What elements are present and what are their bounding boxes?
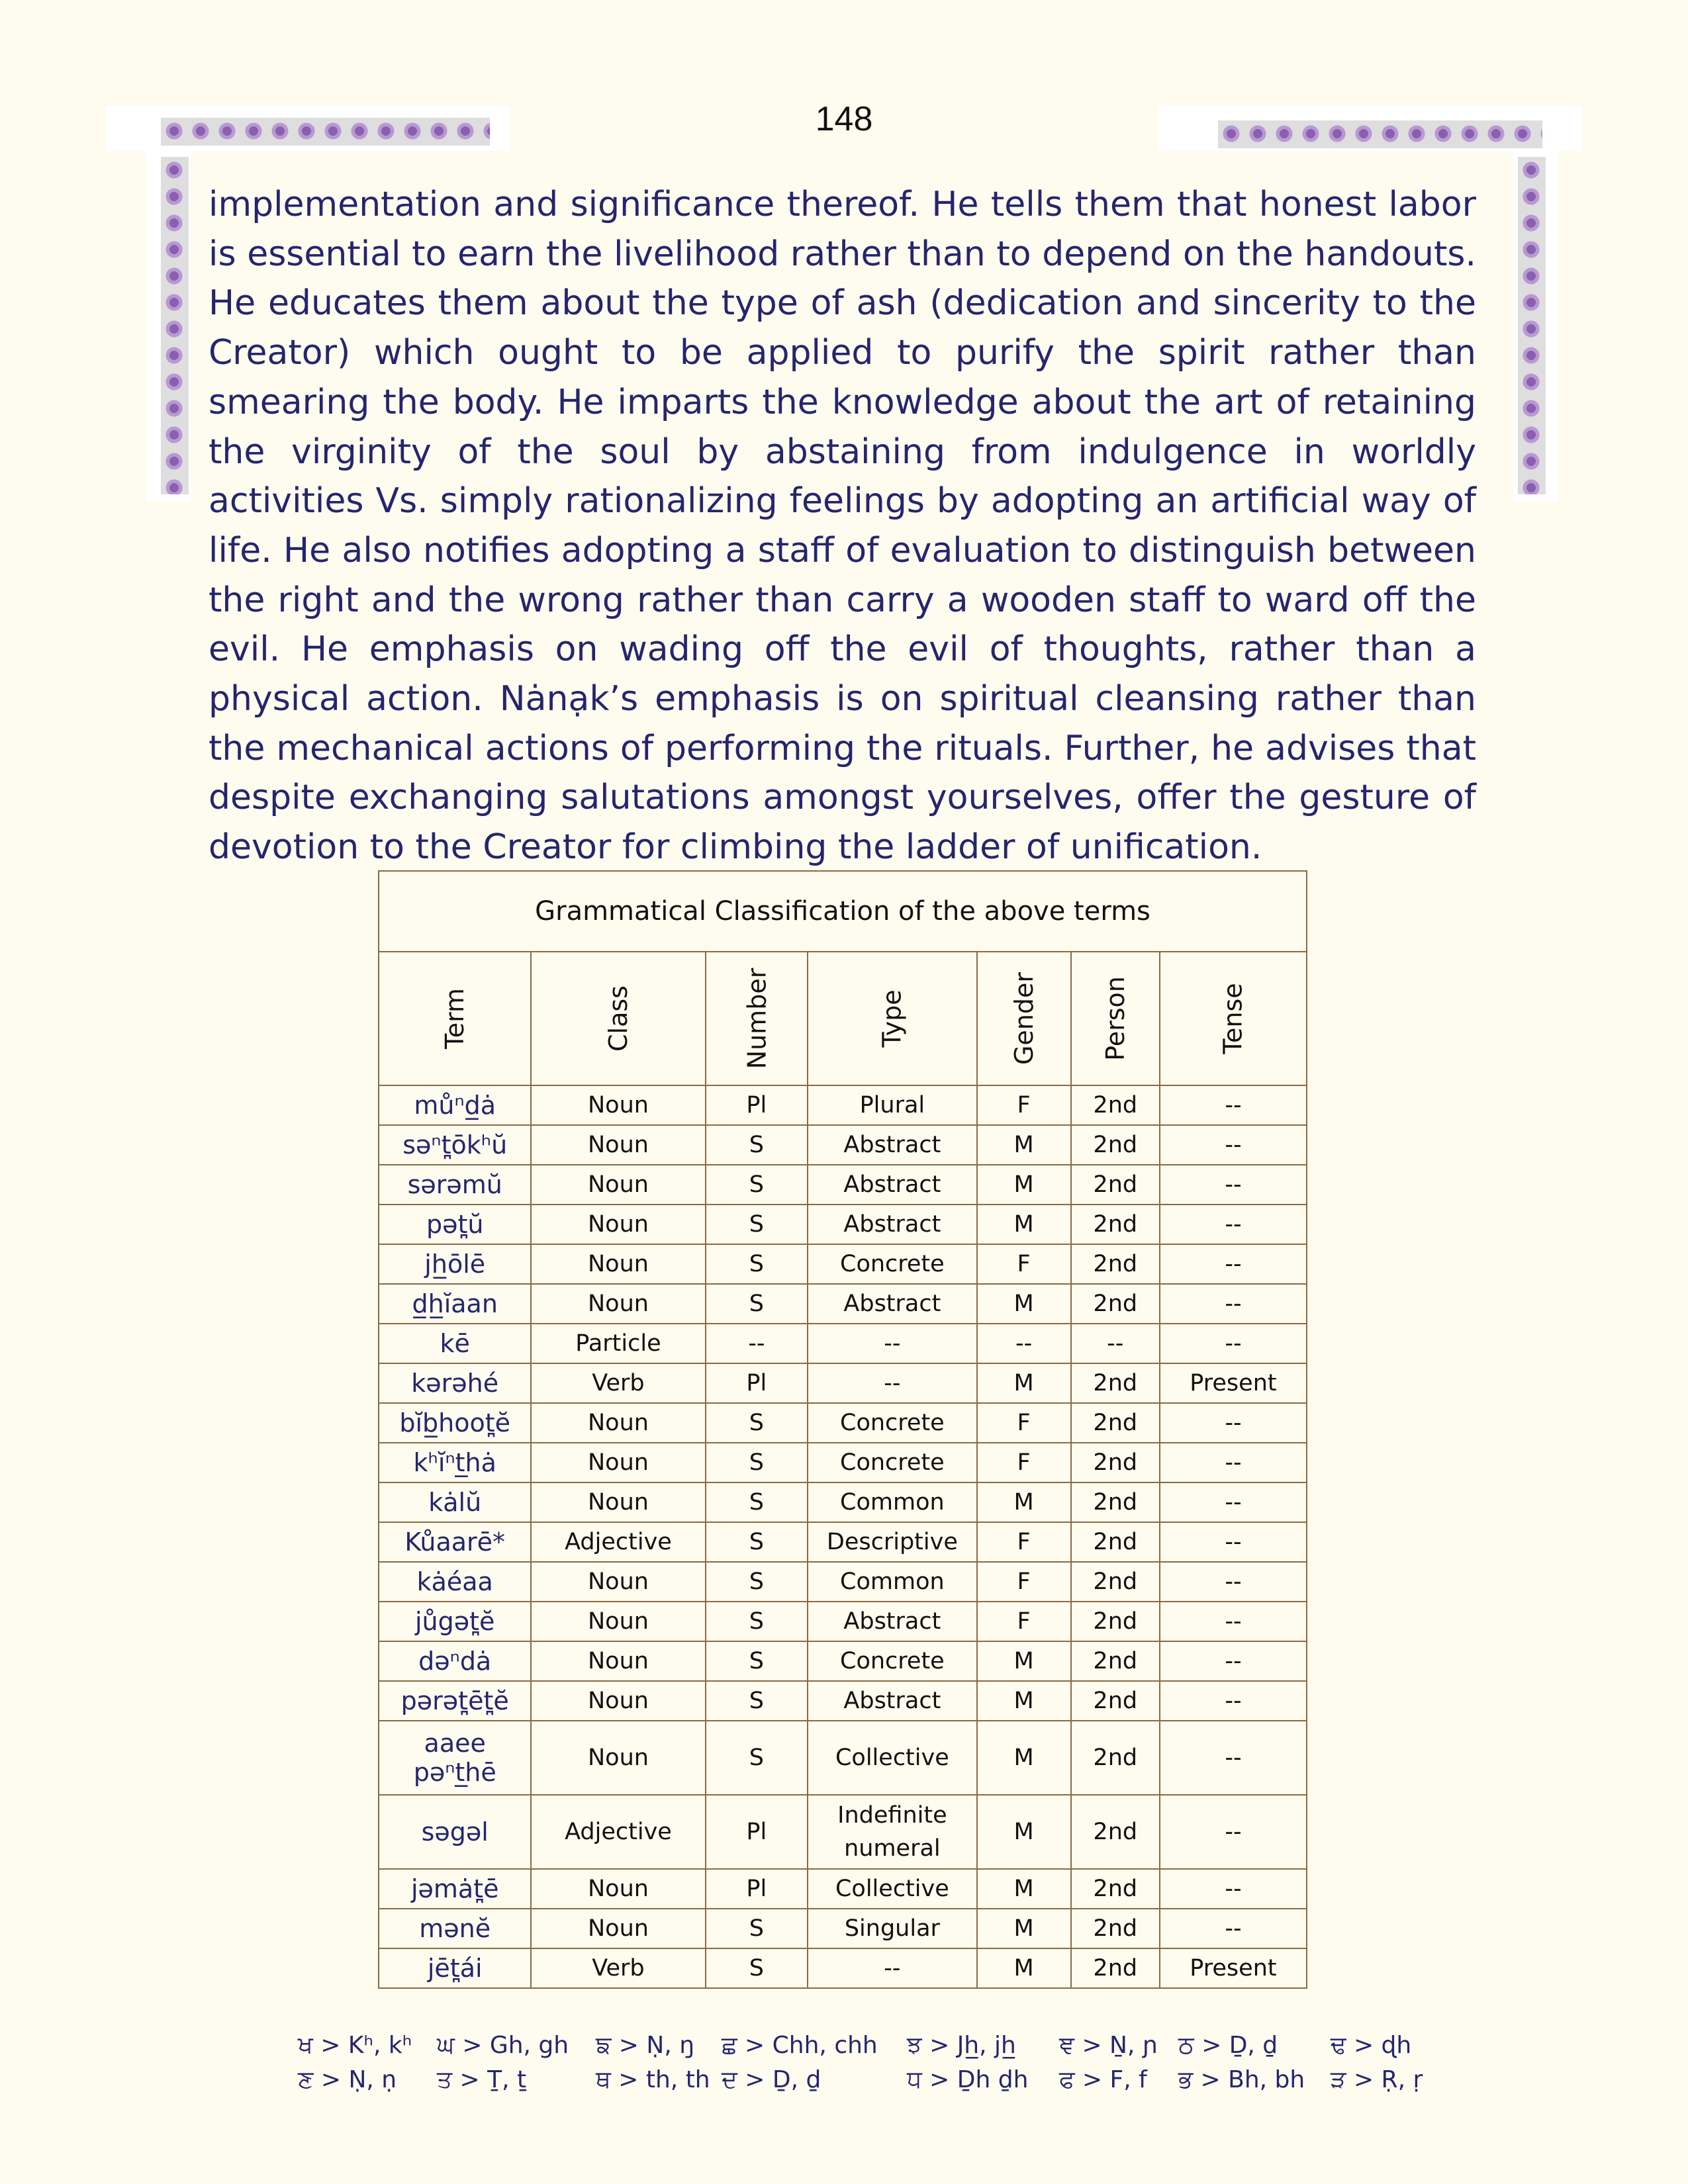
cell-person: 2nd xyxy=(1071,1482,1160,1522)
cell-gender: M xyxy=(977,1205,1071,1244)
column-header-gender: Gender xyxy=(977,952,1071,1085)
table-row xyxy=(379,1602,1307,1641)
column-header-term: Term xyxy=(379,952,531,1085)
table-row xyxy=(379,1284,1307,1324)
cell-gender: M xyxy=(977,1165,1071,1205)
cell-class: Noun xyxy=(531,1085,705,1125)
cell-gender: F xyxy=(977,1522,1071,1562)
cell-person: 2nd xyxy=(1071,1085,1160,1125)
cell-type: Abstract xyxy=(808,1284,976,1324)
cell-term: səgəl xyxy=(379,1795,531,1869)
cell-number: S xyxy=(706,1244,808,1284)
cell-class: Noun xyxy=(531,1562,705,1602)
legend-item: ਦ > Ḏ, ḏ xyxy=(722,2066,821,2093)
cell-gender: M xyxy=(977,1363,1071,1403)
cell-gender: M xyxy=(977,1482,1071,1522)
table-header-row xyxy=(379,952,1307,1085)
cell-tense: -- xyxy=(1160,1909,1307,1948)
cell-person: 2nd xyxy=(1071,1443,1160,1482)
cell-number: S xyxy=(706,1948,808,1988)
cell-type: Abstract xyxy=(808,1681,976,1721)
cell-number: Pl xyxy=(706,1795,808,1869)
cell-tense: Present xyxy=(1160,1948,1307,1988)
table-row xyxy=(379,1244,1307,1284)
cell-person: 2nd xyxy=(1071,1403,1160,1443)
cell-number: S xyxy=(706,1909,808,1948)
cell-term: mənĕ xyxy=(379,1909,531,1948)
cell-term: kē xyxy=(379,1324,531,1363)
cell-term: jēt̪ái xyxy=(379,1948,531,1988)
cell-number: S xyxy=(706,1522,808,1562)
cell-gender: F xyxy=(977,1403,1071,1443)
cell-gender: F xyxy=(977,1562,1071,1602)
table-row xyxy=(379,1482,1307,1522)
cell-number: S xyxy=(706,1721,808,1795)
cell-number: S xyxy=(706,1165,808,1205)
cell-gender: M xyxy=(977,1284,1071,1324)
cell-class: Noun xyxy=(531,1641,705,1681)
table-row xyxy=(379,1909,1307,1948)
cell-person: 2nd xyxy=(1071,1562,1160,1602)
cell-person: 2nd xyxy=(1071,1795,1160,1869)
cell-type: Concrete xyxy=(808,1443,976,1482)
cell-person: 2nd xyxy=(1071,1602,1160,1641)
table-row xyxy=(379,1721,1307,1795)
cell-class: Noun xyxy=(531,1125,705,1165)
column-header-class: Class xyxy=(531,952,705,1085)
cell-class: Noun xyxy=(531,1284,705,1324)
cell-class: Noun xyxy=(531,1909,705,1948)
cell-gender: M xyxy=(977,1681,1071,1721)
cell-number: S xyxy=(706,1284,808,1324)
cell-gender: M xyxy=(977,1721,1071,1795)
cell-class: Noun xyxy=(531,1443,705,1482)
cell-type: Abstract xyxy=(808,1602,976,1641)
cell-number: S xyxy=(706,1562,808,1602)
cell-tense: -- xyxy=(1160,1443,1307,1482)
column-header-tense: Tense xyxy=(1160,952,1307,1085)
cell-gender: M xyxy=(977,1795,1071,1869)
cell-type: Concrete xyxy=(808,1244,976,1284)
cell-number: Pl xyxy=(706,1085,808,1125)
cell-term: pət̪ŭ xyxy=(379,1205,531,1244)
legend-item: ਙ > Ṇ, ŋ xyxy=(596,2032,695,2059)
table-row xyxy=(379,1522,1307,1562)
cell-type: Singular xyxy=(808,1909,976,1948)
cell-term: bĭb̲hoot̪ĕ xyxy=(379,1403,531,1443)
cell-person: 2nd xyxy=(1071,1869,1160,1909)
cell-number: S xyxy=(706,1443,808,1482)
cell-type: Collective xyxy=(808,1869,976,1909)
cell-person: 2nd xyxy=(1071,1244,1160,1284)
column-header-person: Person xyxy=(1071,952,1160,1085)
transliteration-legend xyxy=(298,2032,1489,2111)
cell-tense: -- xyxy=(1160,1795,1307,1869)
cell-tense: -- xyxy=(1160,1284,1307,1324)
cell-class: Noun xyxy=(531,1403,705,1443)
cell-tense: -- xyxy=(1160,1403,1307,1443)
cell-class: Noun xyxy=(531,1721,705,1795)
cell-tense: -- xyxy=(1160,1721,1307,1795)
cell-term: sərəmŭ xyxy=(379,1165,531,1205)
cell-tense: -- xyxy=(1160,1562,1307,1602)
cell-number: Pl xyxy=(706,1869,808,1909)
cell-number: S xyxy=(706,1125,808,1165)
legend-item: ਝ > Jh̲, jh̲ xyxy=(907,2032,1016,2059)
cell-type: Concrete xyxy=(808,1641,976,1681)
cell-number: S xyxy=(706,1602,808,1641)
cell-person: 2nd xyxy=(1071,1681,1160,1721)
cell-gender: F xyxy=(977,1085,1071,1125)
legend-item: ਫ > F, f xyxy=(1059,2066,1147,2093)
cell-term: jůgət̪ĕ xyxy=(379,1602,531,1641)
legend-item: ਧ > Ḏh ḏh xyxy=(907,2066,1029,2093)
cell-gender: F xyxy=(977,1244,1071,1284)
cell-class: Particle xyxy=(531,1324,705,1363)
border-ornament-left xyxy=(161,157,189,494)
cell-type: Abstract xyxy=(808,1205,976,1244)
table-row xyxy=(379,1125,1307,1165)
cell-person: 2nd xyxy=(1071,1363,1160,1403)
cell-tense: Present xyxy=(1160,1363,1307,1403)
cell-tense: -- xyxy=(1160,1869,1307,1909)
cell-term: səⁿt̪ōkʰŭ xyxy=(379,1125,531,1165)
cell-tense: -- xyxy=(1160,1244,1307,1284)
cell-tense: -- xyxy=(1160,1085,1307,1125)
cell-number: -- xyxy=(706,1324,808,1363)
legend-item: ਣ > Ṇ, ṇ xyxy=(298,2066,397,2093)
table-row xyxy=(379,1205,1307,1244)
legend-item: ਠ > Ḏ, ḏ xyxy=(1178,2032,1278,2059)
cell-type: Plural xyxy=(808,1085,976,1125)
cell-tense: -- xyxy=(1160,1205,1307,1244)
cell-tense: -- xyxy=(1160,1324,1307,1363)
cell-type: Abstract xyxy=(808,1165,976,1205)
legend-item: ਤ > Ṯ, ṯ xyxy=(437,2066,527,2093)
legend-item: ਭ > Bh, bh xyxy=(1178,2066,1305,2093)
legend-item: ਥ > th, th xyxy=(596,2066,710,2093)
cell-gender: M xyxy=(977,1909,1071,1948)
cell-tense: -- xyxy=(1160,1482,1307,1522)
cell-class: Noun xyxy=(531,1482,705,1522)
cell-type: Collective xyxy=(808,1721,976,1795)
cell-gender: -- xyxy=(977,1324,1071,1363)
cell-tense: -- xyxy=(1160,1641,1307,1681)
cell-term: dəⁿdȧ xyxy=(379,1641,531,1681)
cell-class: Noun xyxy=(531,1244,705,1284)
legend-item: ਛ > Chh, chh xyxy=(722,2032,878,2059)
cell-gender: F xyxy=(977,1602,1071,1641)
table-caption: Grammatical Classification of the above terms xyxy=(379,871,1307,952)
cell-person: 2nd xyxy=(1071,1165,1160,1205)
page-number: 148 xyxy=(815,100,873,138)
cell-term: aaee pəⁿt̲hē xyxy=(379,1721,531,1795)
legend-item: ਘ > Gh, gh xyxy=(437,2032,569,2059)
cell-class: Verb xyxy=(531,1363,705,1403)
cell-class: Noun xyxy=(531,1205,705,1244)
cell-class: Noun xyxy=(531,1602,705,1641)
cell-type: Common xyxy=(808,1482,976,1522)
table-row xyxy=(379,1165,1307,1205)
cell-class: Adjective xyxy=(531,1795,705,1869)
cell-tense: -- xyxy=(1160,1125,1307,1165)
cell-tense: -- xyxy=(1160,1602,1307,1641)
cell-person: 2nd xyxy=(1071,1641,1160,1681)
cell-class: Verb xyxy=(531,1948,705,1988)
cell-term: pərət̪ēt̪ĕ xyxy=(379,1681,531,1721)
cell-tense: -- xyxy=(1160,1522,1307,1562)
cell-person: 2nd xyxy=(1071,1205,1160,1244)
cell-class: Noun xyxy=(531,1869,705,1909)
cell-person: 2nd xyxy=(1071,1948,1160,1988)
cell-term: jh̲ōlē xyxy=(379,1244,531,1284)
table-row xyxy=(379,1795,1307,1869)
table-row xyxy=(379,1681,1307,1721)
table-row xyxy=(379,1869,1307,1909)
legend-item: ਖ > Kʰ, kʰ xyxy=(298,2032,412,2059)
cell-number: Pl xyxy=(706,1363,808,1403)
table-row xyxy=(379,1562,1307,1602)
cell-gender: M xyxy=(977,1125,1071,1165)
cell-person: 2nd xyxy=(1071,1284,1160,1324)
cell-person: 2nd xyxy=(1071,1522,1160,1562)
table-row xyxy=(379,1403,1307,1443)
cell-term: kʰĭⁿt̲hȧ xyxy=(379,1443,531,1482)
cell-class: Adjective xyxy=(531,1522,705,1562)
table-row xyxy=(379,1324,1307,1363)
cell-term: kȧlŭ xyxy=(379,1482,531,1522)
cell-type: Common xyxy=(808,1562,976,1602)
cell-gender: F xyxy=(977,1443,1071,1482)
cell-term: kȧéaa xyxy=(379,1562,531,1602)
cell-tense: -- xyxy=(1160,1165,1307,1205)
body-paragraph: implementation and significance thereof. He tells them that honest labor is essential to earn the livelihood rather than to depend on the handouts. He educates them about the type of ash (dedication and sincerity to the Creator) which ought to be applied to purify the spirit rather than smearing the body. He imparts the knowledge about the art of retaining the virginity of the soul by abstaining from indulgence in worldly activities Vs. simply rationalizing feelings by adopting an artificial way of life. He also notifies adopting a staff of evaluation to distinguish between the right and the wrong rather than carry a wooden staff to ward off the evil. He emphasis on wading off the evil of thoughts, rather than a physical action. Nȧnạk’s emphasis is on spiritual cleansing rather than the mechanical actions of performing the rituals. Further, he advises that despite exchanging salutations amongst yourselves, offer the gesture of devotion to the Creator for climbing the ladder of unification. xyxy=(209,185,1476,868)
cell-number: S xyxy=(706,1641,808,1681)
cell-type: Concrete xyxy=(808,1403,976,1443)
cell-number: S xyxy=(706,1205,808,1244)
cell-gender: M xyxy=(977,1869,1071,1909)
table-row xyxy=(379,1948,1307,1988)
cell-gender: M xyxy=(977,1948,1071,1988)
border-ornament-top-right xyxy=(1218,120,1542,148)
table-row xyxy=(379,1641,1307,1681)
cell-type: Abstract xyxy=(808,1125,976,1165)
cell-type: Descriptive xyxy=(808,1522,976,1562)
legend-item: ਢ > ɖh xyxy=(1331,2032,1412,2059)
cell-person: -- xyxy=(1071,1324,1160,1363)
border-ornament-right xyxy=(1518,157,1546,494)
legend-item: ਞ > Ṉ, ɲ xyxy=(1059,2032,1158,2059)
column-header-number: Number xyxy=(706,952,808,1085)
cell-number: S xyxy=(706,1482,808,1522)
legend-item: ੜ > Ṛ, ṛ xyxy=(1331,2066,1423,2093)
cell-person: 2nd xyxy=(1071,1909,1160,1948)
cell-class: Noun xyxy=(531,1165,705,1205)
cell-person: 2nd xyxy=(1071,1721,1160,1795)
table-row xyxy=(379,1443,1307,1482)
cell-gender: M xyxy=(977,1641,1071,1681)
cell-tense: -- xyxy=(1160,1681,1307,1721)
cell-person: 2nd xyxy=(1071,1125,1160,1165)
cell-type: -- xyxy=(808,1324,976,1363)
column-header-type: Type xyxy=(808,952,976,1085)
cell-term: můⁿd̲ȧ xyxy=(379,1085,531,1125)
cell-class: Noun xyxy=(531,1681,705,1721)
cell-number: S xyxy=(706,1403,808,1443)
cell-type: -- xyxy=(808,1363,976,1403)
grammar-table xyxy=(378,870,1307,1989)
border-ornament-top-left xyxy=(161,118,490,146)
table-row xyxy=(379,1363,1307,1403)
table-row xyxy=(379,1085,1307,1125)
cell-term: Kůaarē* xyxy=(379,1522,531,1562)
cell-type: -- xyxy=(808,1948,976,1988)
cell-term: jəmȧt̪ē xyxy=(379,1869,531,1909)
cell-term: d̲h̲ĭaan xyxy=(379,1284,531,1324)
cell-term: kərəhé xyxy=(379,1363,531,1403)
cell-type: Indefinite numeral xyxy=(808,1795,976,1869)
cell-number: S xyxy=(706,1681,808,1721)
